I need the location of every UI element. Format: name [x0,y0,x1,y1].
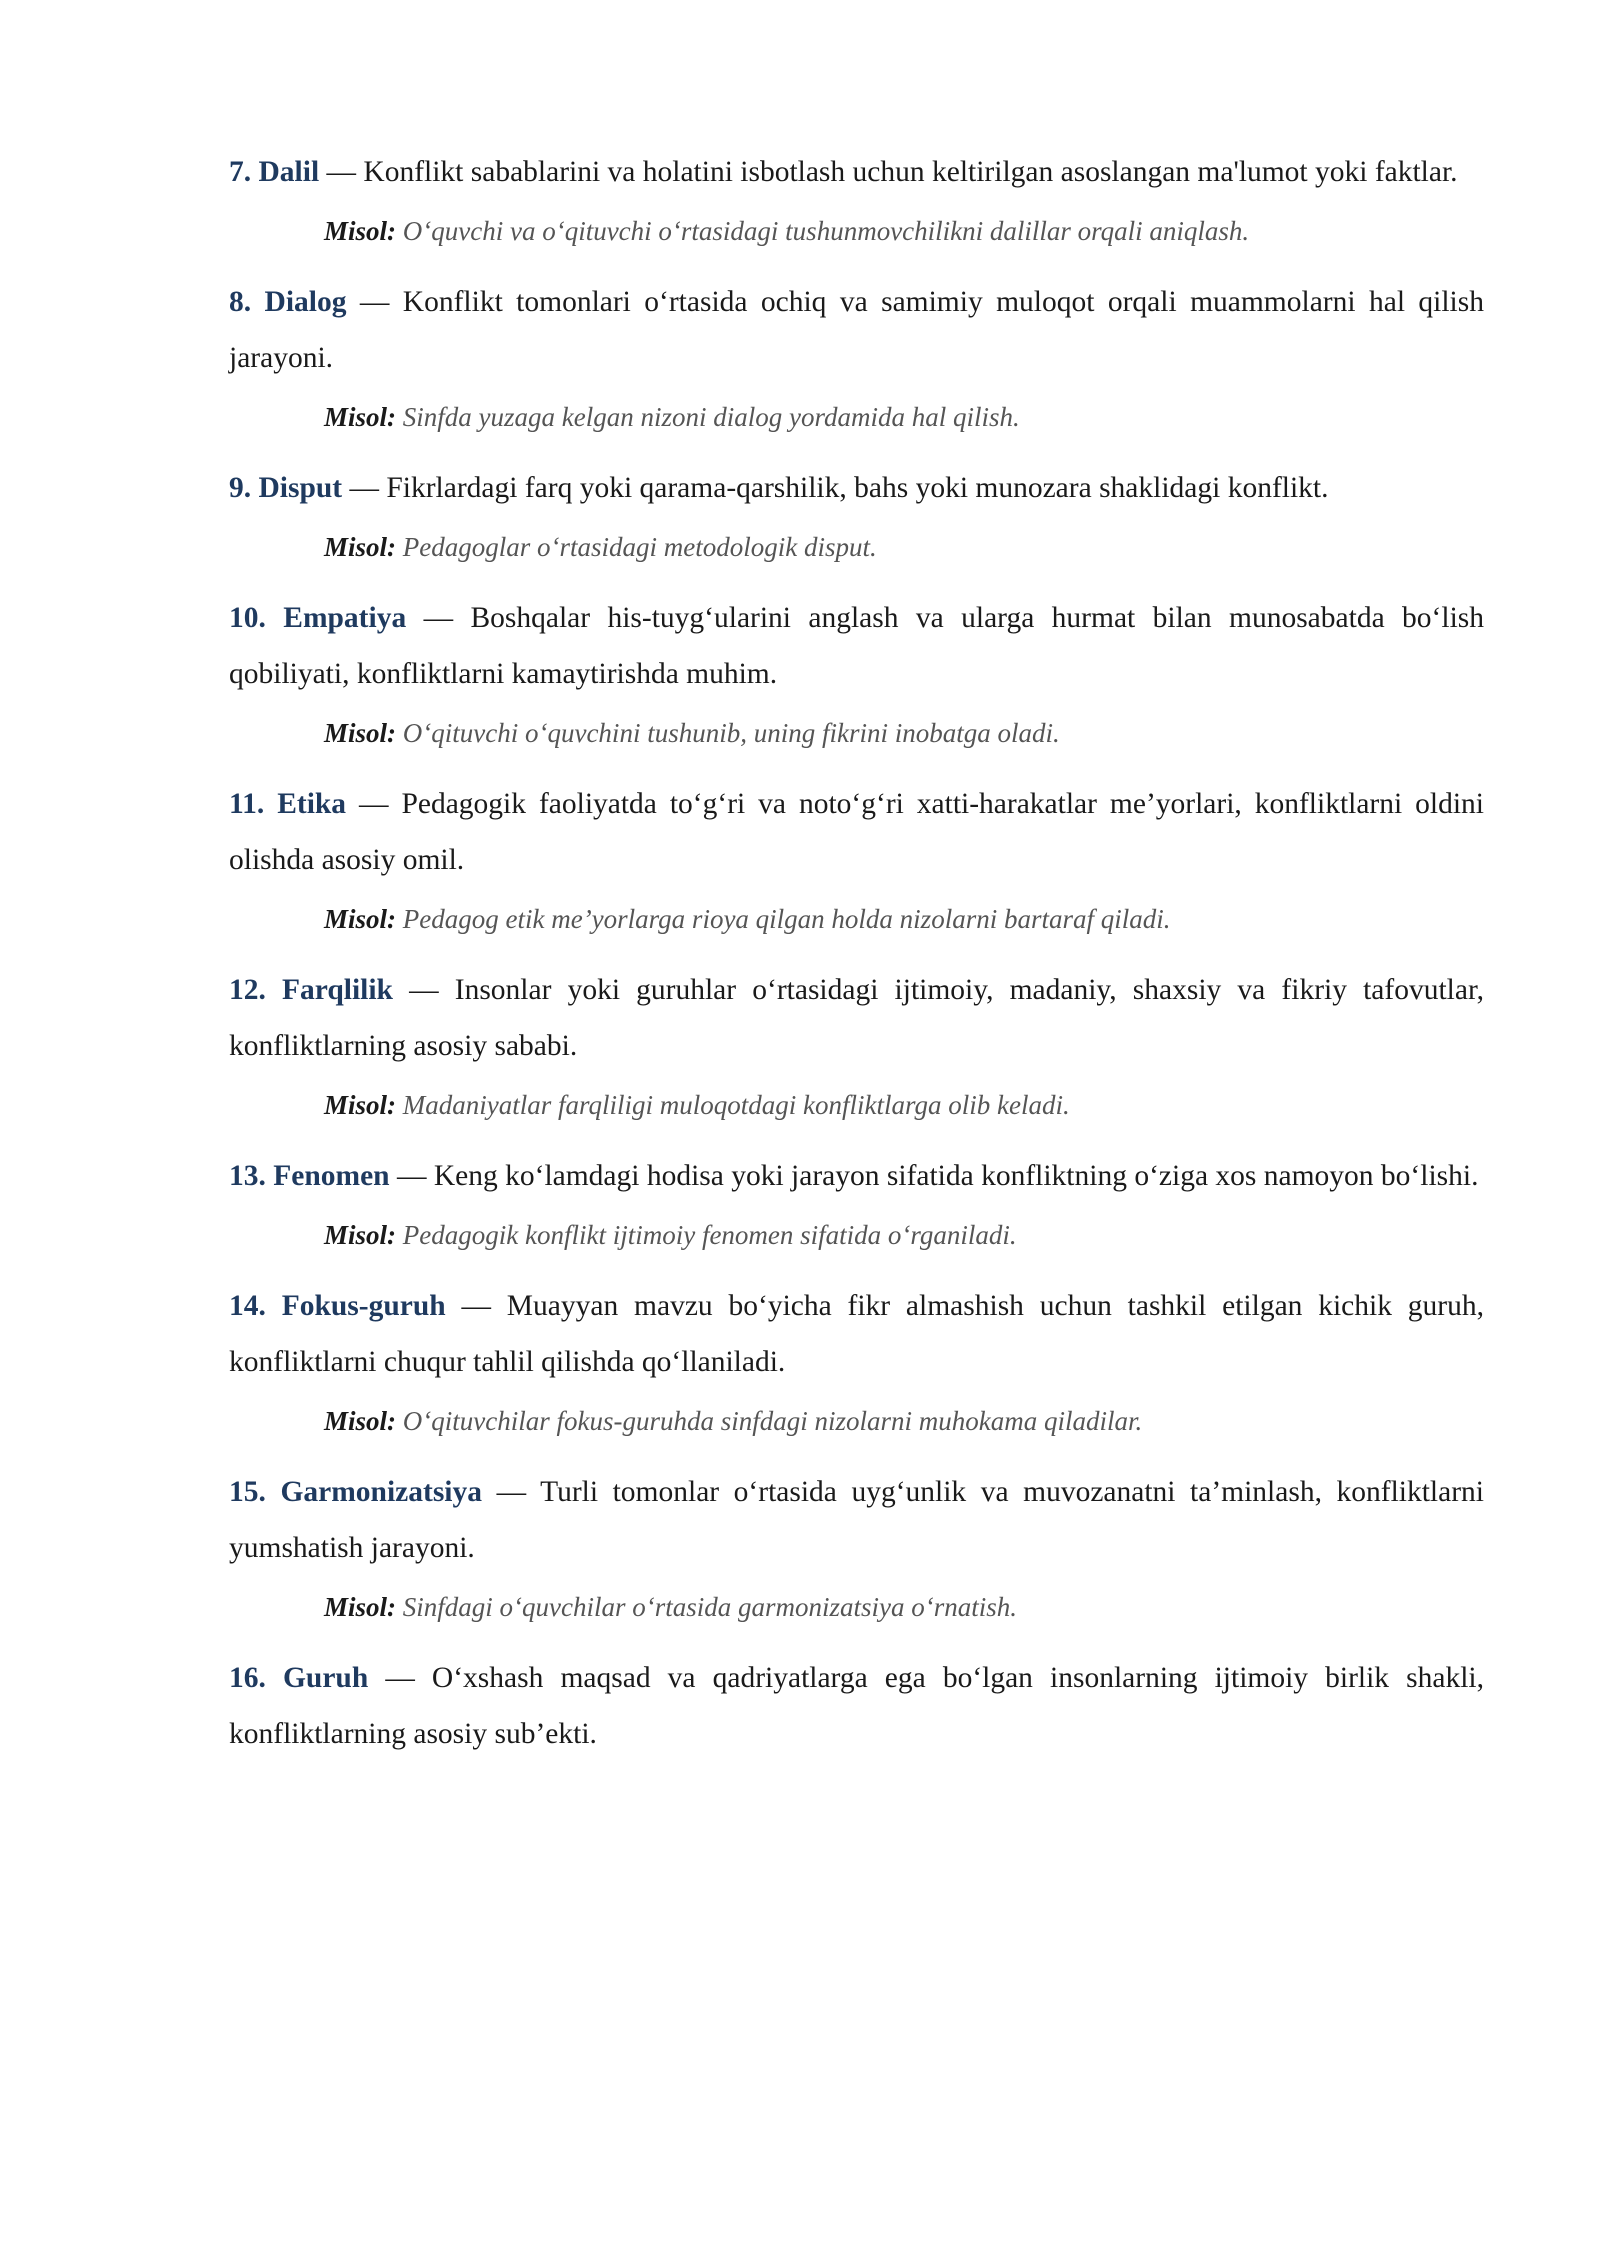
example-label: Misol: [324,718,397,748]
example-text: Pedagog etik me’yorlarga rioya qilgan holda nizolarni bartaraf qiladi. [396,904,1171,934]
example-label: Misol: [324,904,397,934]
entry-definition [229,1278,1484,1390]
entry-term: 12. Farqlilik [229,974,393,1006]
entry-example [324,398,1484,436]
entry-definition-text: — Konflikt tomonlari o‘rtasida ochiq va samimiy muloqot orqali muammolarni hal qilish jarayoni. [229,286,1484,374]
entry-definition-text: — Keng ko‘lamdagi hodisa yoki jarayon sifatida konfliktning o‘ziga xos namoyon bo‘lishi. [389,1160,1479,1192]
entry-term: 13. Fenomen [229,1160,390,1192]
entry-definition [229,144,1484,200]
entry-definition-text: — Fikrlardagi farq yoki qarama-qarshilik, bahs yoki munozara shaklidagi konflikt. [342,472,1329,504]
entry-definition [229,460,1484,516]
entry-definition-text: — Konflikt sabablarini va holatini isbotlash uchun keltirilgan asoslangan ma'lumot yoki faktlar. [319,156,1458,188]
glossary-entry [229,1464,1484,1626]
entry-term: 7. Dalil [229,156,320,188]
entry-definition-text: — Boshqalar his-tuyg‘ularini anglash va ularga hurmat bilan munosabatda bo‘lish qobiliyati, konfliktlarni kamaytirishda muhim. [229,602,1484,690]
example-text: O‘qituvchilar fokus-guruhda sinfdagi nizolarni muhokama qiladilar. [396,1406,1143,1436]
glossary-entry [229,274,1484,436]
entry-definition [229,1464,1484,1576]
entry-term: 8. Dialog [229,286,347,318]
glossary-entry [229,1650,1484,1762]
example-text: O‘quvchi va o‘qituvchi o‘rtasidagi tushunmovchilikni dalillar orqali aniqlash. [396,216,1250,246]
entry-example [324,528,1484,566]
example-text: Sinfdagi o‘quvchilar o‘rtasida garmonizatsiya o‘rnatish. [396,1592,1018,1622]
entry-example [324,1402,1484,1440]
example-label: Misol: [324,1592,397,1622]
entry-example [324,1588,1484,1626]
entry-definition-text: — Pedagogik faoliyatda to‘g‘ri va noto‘g‘ri xatti-harakatlar me’yorlari, konfliktlarni oldini olishda asosiy omil. [229,788,1484,876]
example-text: Pedagoglar o‘rtasidagi metodologik disput. [396,532,877,562]
example-text: Madaniyatlar farqliligi muloqotdagi konfliktlarga olib keladi. [396,1090,1070,1120]
entry-definition [229,1650,1484,1762]
entry-term: 15. Garmonizatsiya [229,1476,482,1508]
example-text: O‘qituvchi o‘quvchini tushunib, uning fikrini inobatga oladi. [396,718,1060,748]
entry-definition [229,962,1484,1074]
entry-definition-text: — Insonlar yoki guruhlar o‘rtasidagi ijtimoiy, madaniy, shaxsiy va fikriy tafovutlar, konfliktlarning asosiy sababi. [229,974,1484,1062]
glossary-entry [229,962,1484,1124]
entry-definition [229,776,1484,888]
entry-definition [229,274,1484,386]
example-label: Misol: [324,216,397,246]
entry-example [324,212,1484,250]
entry-term: 11. Etika [229,788,347,820]
example-label: Misol: [324,1220,397,1250]
entry-example [324,900,1484,938]
example-label: Misol: [324,532,397,562]
entry-term: 9. Disput [229,472,343,504]
entry-definition-text: — Muayyan mavzu bo‘yicha fikr almashish uchun tashkil etilgan kichik guruh, konfliktlarni chuqur tahlil qilishda qo‘llaniladi. [229,1290,1484,1378]
example-label: Misol: [324,1406,397,1436]
entry-example [324,1086,1484,1124]
example-label: Misol: [324,1090,397,1120]
glossary-entry [229,144,1484,250]
entry-example [324,714,1484,752]
entry-term: 16. Guruh [229,1662,369,1694]
glossary-list [229,144,1484,1762]
glossary-entry [229,1148,1484,1254]
glossary-entry [229,1278,1484,1440]
example-label: Misol: [324,402,397,432]
entry-definition [229,590,1484,702]
glossary-entry [229,460,1484,566]
entry-term: 10. Empatiya [229,602,407,634]
entry-example [324,1216,1484,1254]
glossary-entry [229,590,1484,752]
entry-definition-text: — O‘xshash maqsad va qadriyatlarga ega bo‘lgan insonlarning ijtimoiy birlik shakli, konfliktlarning asosiy sub’ekti. [229,1662,1484,1750]
entry-definition-text: — Turli tomonlar o‘rtasida uyg‘unlik va muvozanatni ta’minlash, konfliktlarni yumshatish jarayoni. [229,1476,1484,1564]
entry-definition [229,1148,1484,1204]
example-text: Sinfda yuzaga kelgan nizoni dialog yordamida hal qilish. [396,402,1020,432]
example-text: Pedagogik konflikt ijtimoiy fenomen sifatida o‘rganiladi. [396,1220,1017,1250]
glossary-entry [229,776,1484,938]
entry-term: 14. Fokus-guruh [229,1290,446,1322]
